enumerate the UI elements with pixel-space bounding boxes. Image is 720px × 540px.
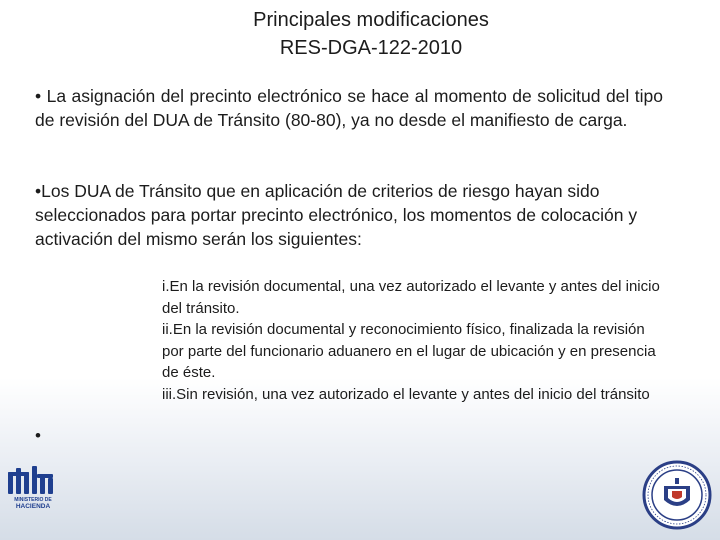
bullet-paragraph-2: •Los DUA de Tránsito que en aplicación de criterios de riesgo hayan sido seleccionados para portar precinto electrónico, los momentos de colocación y activación del mismo serán los siguientes: — [35, 181, 638, 249]
page-title — [0, 6, 720, 62]
empty-bullet: • — [35, 426, 41, 445]
sub-item-3: iii.Sin revisión, una vez autorizado el levante y antes del inicio del tránsito — [162, 385, 650, 403]
ministry-logo-line1: MINISTERIO DE — [14, 497, 52, 503]
customs-seal-icon — [642, 460, 712, 530]
sub-item-2: ii.En la revisión documental y reconocimiento físico, finalizada la revisión por parte del funcionario aduanero en el lugar de ubicación y en presencia de éste. — [162, 321, 656, 381]
bullet-paragraph-1: • La asignación del precinto electrónico se hace al momento de solicitud del tipo de revisión del DUA de Tránsito (80-80), ya no desde el manifiesto de carga. — [35, 86, 663, 130]
ministry-logo-line2: HACIENDA — [15, 503, 51, 510]
sub-item-1: i.En la revisión documental, una vez autorizado el levante y antes del inicio del tránsito. — [162, 278, 660, 317]
title-line-1: Principales modificaciones — [253, 9, 489, 31]
title-line-2: RES-DGA-122-2010 — [279, 37, 463, 59]
sub-item-list — [162, 276, 662, 405]
ministry-logo — [4, 464, 62, 510]
